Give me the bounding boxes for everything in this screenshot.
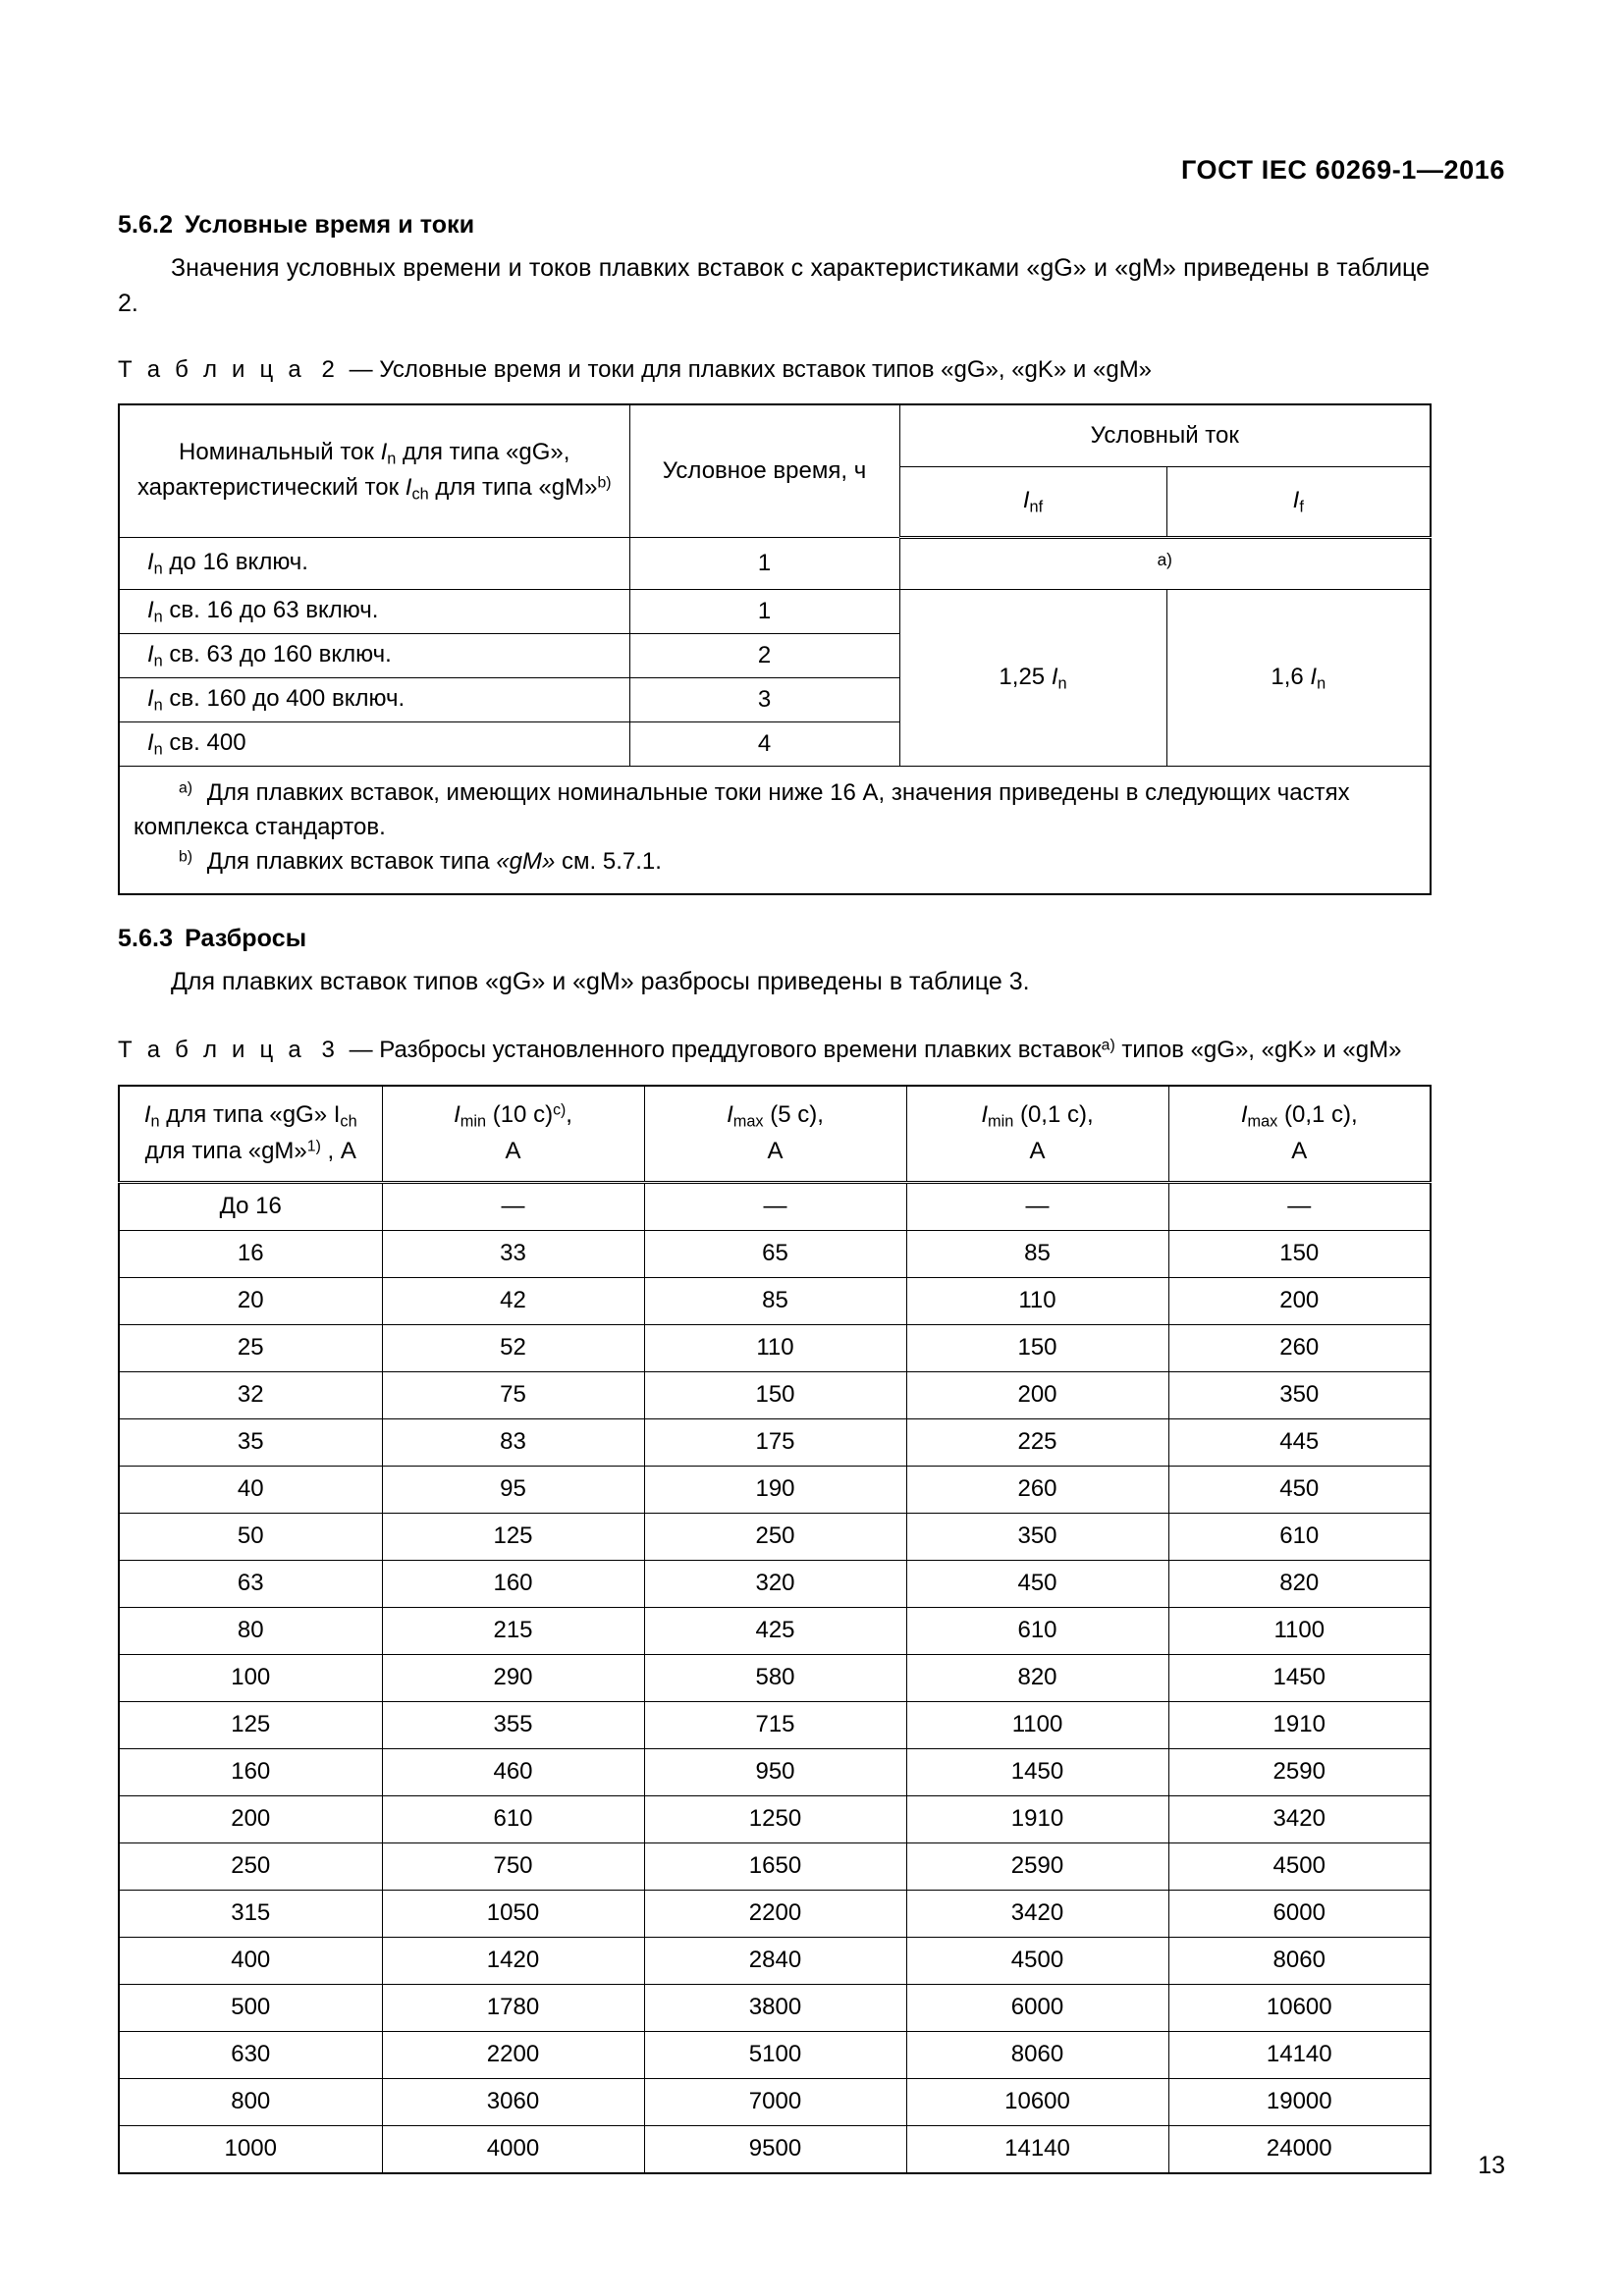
table-row xyxy=(119,590,1431,634)
footnote-marker-b: b) xyxy=(597,474,612,492)
table-3-rated-current: 35 xyxy=(119,1418,382,1466)
table-3-rated-current: 800 xyxy=(119,2078,382,2125)
table-prearcing-time-scatter xyxy=(118,1085,1432,2174)
table-row xyxy=(119,1513,1431,1560)
table-3-imin-10s: 1050 xyxy=(382,1890,644,1937)
table-3-imax-5s: 2200 xyxy=(644,1890,906,1937)
hdr-line-2: А xyxy=(1291,1138,1308,1165)
symbol-sub-n: n xyxy=(150,1112,160,1131)
hdr-comma: , xyxy=(566,1101,572,1129)
range-text: св. 16 до 63 включ. xyxy=(162,597,379,624)
table-3-header-imax-01s xyxy=(1168,1086,1431,1183)
hdr-comma: , xyxy=(817,1101,824,1129)
table-3-imax-5s: 3800 xyxy=(644,1984,906,2031)
table-2-if-value xyxy=(1166,590,1431,767)
hdr-condition: (0,1 с) xyxy=(1013,1101,1087,1129)
table-3-imax-5s: 1650 xyxy=(644,1842,906,1890)
symbol-sub-n: n xyxy=(153,696,163,715)
table-3-imin-01s: 14140 xyxy=(906,2125,1168,2173)
clause-5-6-2-title: Условные время и токи xyxy=(185,211,475,239)
symbol-sub-n: n xyxy=(1317,674,1326,693)
footnote-a xyxy=(134,776,1416,845)
clause-5-6-3-title: Разбросы xyxy=(185,924,307,952)
footnote-a-text: Для плавких вставок, имеющих номинальные токи ниже 16 А, значения приведены в следующих частях комплекса стандартов. xyxy=(134,779,1350,841)
table-3-imax-01s: 14140 xyxy=(1168,2031,1431,2078)
table-3-imax-5s: 85 xyxy=(644,1277,906,1324)
table-3-imax-01s: 1100 xyxy=(1168,1607,1431,1654)
table-3-imax-01s: 10600 xyxy=(1168,1984,1431,2031)
hdr-line-2: А xyxy=(505,1138,521,1165)
hdr-text: для типа «gM» xyxy=(144,1138,307,1165)
table-3-imax-5s: 250 xyxy=(644,1513,906,1560)
table-3-rated-current: 63 xyxy=(119,1560,382,1607)
table-3-body xyxy=(119,1182,1431,2173)
table-3-imax-5s: 425 xyxy=(644,1607,906,1654)
table-3-imin-10s: 610 xyxy=(382,1795,644,1842)
table-2-caption-text: — Условные время и токи для плавких вставок типов «gG», «gK» и «gM» xyxy=(349,356,1153,383)
symbol-sub-min: min xyxy=(460,1112,487,1131)
table-3-imin-01s: 150 xyxy=(906,1324,1168,1371)
table-3-rated-current: 160 xyxy=(119,1748,382,1795)
table-3-imin-10s: 3060 xyxy=(382,2078,644,2125)
table-row xyxy=(119,1795,1431,1842)
table-3-imax-5s: 1250 xyxy=(644,1795,906,1842)
table-3-imax-01s: 4500 xyxy=(1168,1842,1431,1890)
footnote-b-emphasis: «gM» xyxy=(496,847,556,875)
table-row xyxy=(119,1937,1431,1984)
range-text: св. 63 до 160 включ. xyxy=(162,641,392,668)
table-row xyxy=(119,2031,1431,2078)
table-2-current-range xyxy=(119,678,629,722)
table-3-imax-01s: 24000 xyxy=(1168,2125,1431,2173)
table-3-imax-5s: 150 xyxy=(644,1371,906,1418)
table-3-rated-current: 20 xyxy=(119,1277,382,1324)
table-3-imin-10s: 75 xyxy=(382,1371,644,1418)
footnote-marker-a: a) xyxy=(1157,550,1172,570)
table-3-imax-5s: 7000 xyxy=(644,2078,906,2125)
symbol-I: I xyxy=(454,1101,460,1129)
table-2-conventional-time: 2 xyxy=(629,634,899,678)
table-2-conventional-time: 1 xyxy=(629,590,899,634)
table-3-imin-01s: 1910 xyxy=(906,1795,1168,1842)
hdr-line-1 xyxy=(1169,1097,1431,1134)
hdr-line-1 xyxy=(907,1097,1168,1134)
symbol-I: I xyxy=(727,1101,733,1129)
table-2-conventional-time: 1 xyxy=(629,538,899,590)
table-row xyxy=(119,1182,1431,1230)
table-3-imax-01s: 200 xyxy=(1168,1277,1431,1324)
table-3-imax-5s: 950 xyxy=(644,1748,906,1795)
table-2-caption-label: Т а б л и ц а xyxy=(118,356,305,383)
table-3-rated-current: 315 xyxy=(119,1890,382,1937)
table-3-rated-current: 40 xyxy=(119,1466,382,1513)
symbol-I: I xyxy=(143,1101,151,1129)
table-3-imin-10s: 33 xyxy=(382,1230,644,1277)
table-3-rated-current: 25 xyxy=(119,1324,382,1371)
table-3-imin-01s: 110 xyxy=(906,1277,1168,1324)
table-3-header-line-1 xyxy=(120,1097,382,1134)
table-2-header-nominal-current xyxy=(119,404,629,538)
symbol-I: I xyxy=(147,549,154,576)
footnote-b xyxy=(134,845,1416,880)
table-3-header-rated-current xyxy=(119,1086,382,1183)
table-row xyxy=(119,1748,1431,1795)
clause-5-6-2-number: 5.6.2 xyxy=(118,211,174,239)
table-3-imax-01s: 1450 xyxy=(1168,1654,1431,1701)
table-row xyxy=(119,2078,1431,2125)
table-3-imin-10s: — xyxy=(382,1182,644,1230)
table-3-rated-current: 80 xyxy=(119,1607,382,1654)
hdr-text: для типа «gG» I xyxy=(159,1101,341,1129)
hdr-condition: (0,1 с) xyxy=(1277,1101,1351,1129)
table-3-rated-current: 250 xyxy=(119,1842,382,1890)
symbol-sub-max: max xyxy=(732,1112,764,1131)
table-2-conventional-time: 4 xyxy=(629,722,899,767)
footnote-b-text-post: см. 5.7.1. xyxy=(555,847,662,875)
range-text: св. 160 до 400 включ. xyxy=(162,685,406,713)
table-3-imax-01s: 260 xyxy=(1168,1324,1431,1371)
clause-5-6-3-number: 5.6.3 xyxy=(118,924,174,952)
range-text: до 16 включ. xyxy=(162,549,308,576)
table-row xyxy=(119,1466,1431,1513)
table-2-header-if xyxy=(1166,467,1431,538)
table-3-imax-01s: 8060 xyxy=(1168,1937,1431,1984)
table-3-rated-current: 500 xyxy=(119,1984,382,2031)
table-2-current-range xyxy=(119,590,629,634)
table-3-imax-5s: 190 xyxy=(644,1466,906,1513)
table-3-imax-01s: — xyxy=(1168,1182,1431,1230)
symbol-sub-n: n xyxy=(1057,674,1067,693)
table-2-header-inf xyxy=(899,467,1166,538)
symbol-sub-n: n xyxy=(153,608,163,626)
footnote-marker-b: b) xyxy=(179,848,193,866)
table-3-imin-01s: — xyxy=(906,1182,1168,1230)
symbol-I: I xyxy=(1292,487,1300,514)
table-3-imin-01s: 450 xyxy=(906,1560,1168,1607)
page-content xyxy=(118,211,1430,2174)
symbol-sub-n: n xyxy=(387,450,397,468)
table-3-imin-01s: 6000 xyxy=(906,1984,1168,2031)
table-3-imax-5s: 175 xyxy=(644,1418,906,1466)
table-3-caption-number: 3 xyxy=(321,1037,335,1064)
hdr-condition: (5 с) xyxy=(763,1101,818,1129)
range-text: св. 400 xyxy=(162,729,246,757)
table-3-imax-5s: 110 xyxy=(644,1324,906,1371)
table-row xyxy=(119,1701,1431,1748)
table-row xyxy=(119,1607,1431,1654)
running-header: ГОСТ IEC 60269-1—2016 xyxy=(1180,155,1505,185)
table-3-imin-10s: 355 xyxy=(382,1701,644,1748)
symbol-sub-n: n xyxy=(153,652,163,670)
symbol-sub-nf: nf xyxy=(1029,498,1044,516)
hdr-line-1 xyxy=(383,1097,644,1134)
table-3-imin-01s: 85 xyxy=(906,1230,1168,1277)
table-3-imin-01s: 350 xyxy=(906,1513,1168,1560)
hdr-line-2: А xyxy=(767,1138,784,1165)
symbol-sub-n: n xyxy=(153,560,163,578)
hdr-condition: (10 с) xyxy=(486,1101,554,1129)
table-3-imin-01s: 610 xyxy=(906,1607,1168,1654)
footnote-b-text-pre: Для плавких вставок типа xyxy=(206,847,497,875)
table-2-conventional-time: 3 xyxy=(629,678,899,722)
clause-5-6-2-paragraph: Значения условных времени и токов плавких вставок с характеристиками «gG» и «gM» приведены в таблице 2. xyxy=(118,254,1430,317)
table-3-imax-5s: 5100 xyxy=(644,2031,906,2078)
table-3-rated-current: 32 xyxy=(119,1371,382,1418)
footnote-marker-a: a) xyxy=(1101,1037,1115,1054)
table-row xyxy=(119,1842,1431,1890)
if-number: 1,6 xyxy=(1271,663,1311,690)
table-3-imin-10s: 215 xyxy=(382,1607,644,1654)
table-3-imin-10s: 160 xyxy=(382,1560,644,1607)
footnote-marker-a: a) xyxy=(179,779,193,797)
table-row xyxy=(119,1890,1431,1937)
table-3-imin-10s: 95 xyxy=(382,1466,644,1513)
table-3-imax-01s: 450 xyxy=(1168,1466,1431,1513)
table-row xyxy=(119,1560,1431,1607)
hdr-text: для типа «gG», xyxy=(396,439,570,466)
symbol-I: I xyxy=(147,641,154,668)
symbol-sub-ch: ch xyxy=(411,485,429,504)
table-3-imin-10s: 42 xyxy=(382,1277,644,1324)
table-3-imin-01s: 1100 xyxy=(906,1701,1168,1748)
table-3-imin-01s: 4500 xyxy=(906,1937,1168,1984)
table-3-imin-01s: 8060 xyxy=(906,2031,1168,2078)
table-3-rated-current: 1000 xyxy=(119,2125,382,2173)
table-2-current-range xyxy=(119,722,629,767)
table-3-imin-01s: 225 xyxy=(906,1418,1168,1466)
table-2-current-range xyxy=(119,634,629,678)
table-row xyxy=(119,2125,1431,2173)
clause-5-6-3-heading xyxy=(118,925,1430,953)
table-3-header-imin-10s xyxy=(382,1086,644,1183)
table-3-rated-current: 630 xyxy=(119,2031,382,2078)
hdr-comma: , xyxy=(1351,1101,1358,1129)
table-conventional-times-currents xyxy=(118,403,1432,894)
table-3-imax-01s: 19000 xyxy=(1168,2078,1431,2125)
table-2-header-line-1 xyxy=(120,436,629,471)
table-row xyxy=(119,538,1431,590)
table-3-imin-01s: 820 xyxy=(906,1654,1168,1701)
table-row xyxy=(119,1984,1431,2031)
symbol-I: I xyxy=(405,474,412,502)
table-3-imin-01s: 3420 xyxy=(906,1890,1168,1937)
table-3-header-row xyxy=(119,1086,1431,1183)
table-row xyxy=(119,1324,1431,1371)
table-3-imax-01s: 350 xyxy=(1168,1371,1431,1418)
table-2-footnotes xyxy=(119,767,1431,894)
hdr-text: для типа «gM» xyxy=(428,474,598,502)
table-3-imin-01s: 260 xyxy=(906,1466,1168,1513)
table-3-imin-10s: 1780 xyxy=(382,1984,644,2031)
table-2-header-row-1 xyxy=(119,404,1431,467)
hdr-line-2: А xyxy=(1029,1138,1046,1165)
table-3-rated-current: 400 xyxy=(119,1937,382,1984)
table-row xyxy=(119,1277,1431,1324)
table-3-header-line-2 xyxy=(120,1134,382,1169)
table-3-imin-10s: 750 xyxy=(382,1842,644,1890)
table-row xyxy=(119,1230,1431,1277)
inf-number: 1,25 xyxy=(999,663,1052,690)
table-3-header-imin-01s xyxy=(906,1086,1168,1183)
table-row xyxy=(119,1418,1431,1466)
table-3-caption-text-pre: — Разбросы установленного преддугового времени плавких вставок xyxy=(349,1037,1102,1064)
table-2-header-conventional-current-group: Условный ток xyxy=(899,404,1431,467)
clause-5-6-3-paragraph: Для плавких вставок типов «gG» и «gM» разбросы приведены в таблице 3. xyxy=(171,967,1030,995)
table-3-imin-10s: 125 xyxy=(382,1513,644,1560)
table-3-rated-current: До 16 xyxy=(119,1182,382,1230)
symbol-I: I xyxy=(1022,487,1030,514)
symbol-sub-ch: ch xyxy=(340,1112,357,1131)
table-2-current-range xyxy=(119,538,629,590)
symbol-I: I xyxy=(1310,663,1318,690)
symbol-sub-f: f xyxy=(1299,498,1304,516)
table-3-imax-01s: 6000 xyxy=(1168,1890,1431,1937)
table-2-caption-number: 2 xyxy=(321,356,335,383)
hdr-comma: , xyxy=(1086,1101,1094,1129)
table-3-imax-01s: 1910 xyxy=(1168,1701,1431,1748)
hdr-text: Номинальный ток xyxy=(179,439,381,466)
hdr-unit: , А xyxy=(320,1138,356,1165)
symbol-I: I xyxy=(1051,663,1058,690)
table-3-imax-01s: 820 xyxy=(1168,1560,1431,1607)
table-2-caption xyxy=(118,354,1430,386)
symbol-sub-n: n xyxy=(153,740,163,759)
table-3-imin-10s: 460 xyxy=(382,1748,644,1795)
footnote-marker-c: c) xyxy=(553,1101,567,1119)
table-3-rated-current: 125 xyxy=(119,1701,382,1748)
table-3-caption xyxy=(118,1035,1430,1066)
table-3-imax-5s: 320 xyxy=(644,1560,906,1607)
table-3-caption-text-post: типов «gG», «gK» и «gM» xyxy=(1114,1037,1402,1064)
table-3-imin-10s: 52 xyxy=(382,1324,644,1371)
table-3-rated-current: 200 xyxy=(119,1795,382,1842)
clause-5-6-2-heading xyxy=(118,211,1430,240)
symbol-I: I xyxy=(981,1101,988,1129)
table-row xyxy=(119,1371,1431,1418)
table-2-header-conventional-time: Условное время, ч xyxy=(629,404,899,538)
table-3-imin-01s: 2590 xyxy=(906,1842,1168,1890)
table-3-header-imax-5s xyxy=(644,1086,906,1183)
table-3-rated-current: 50 xyxy=(119,1513,382,1560)
table-3-imax-5s: 580 xyxy=(644,1654,906,1701)
symbol-I: I xyxy=(1240,1101,1248,1129)
table-3-imin-10s: 83 xyxy=(382,1418,644,1466)
table-3-imin-10s: 290 xyxy=(382,1654,644,1701)
table-3-rated-current: 16 xyxy=(119,1230,382,1277)
hdr-line-1 xyxy=(645,1097,906,1134)
table-2-header-line-2 xyxy=(120,471,629,507)
table-3-imin-01s: 200 xyxy=(906,1371,1168,1418)
symbol-I: I xyxy=(147,597,154,624)
table-3-imax-5s: — xyxy=(644,1182,906,1230)
page-number: 13 xyxy=(1478,2152,1505,2179)
table-3-imax-5s: 9500 xyxy=(644,2125,906,2173)
symbol-I: I xyxy=(147,685,154,713)
symbol-sub-max: max xyxy=(1247,1112,1278,1131)
table-3-imin-10s: 1420 xyxy=(382,1937,644,1984)
table-3-imax-01s: 2590 xyxy=(1168,1748,1431,1795)
table-3-imax-01s: 610 xyxy=(1168,1513,1431,1560)
symbol-sub-min: min xyxy=(988,1112,1014,1131)
table-3-imax-5s: 715 xyxy=(644,1701,906,1748)
table-3-imax-5s: 65 xyxy=(644,1230,906,1277)
table-3-rated-current: 100 xyxy=(119,1654,382,1701)
symbol-I: I xyxy=(380,439,388,466)
table-2-footnote-ref-a xyxy=(899,538,1431,590)
table-3-imax-01s: 150 xyxy=(1168,1230,1431,1277)
table-2-inf-value xyxy=(899,590,1166,767)
hdr-text: характеристический ток xyxy=(136,474,406,502)
table-3-imax-5s: 2840 xyxy=(644,1937,906,1984)
table-3-imax-01s: 3420 xyxy=(1168,1795,1431,1842)
table-row xyxy=(119,1654,1431,1701)
table-3-caption-label: Т а б л и ц а xyxy=(118,1037,305,1064)
table-3-imin-01s: 10600 xyxy=(906,2078,1168,2125)
table-3-imin-01s: 1450 xyxy=(906,1748,1168,1795)
table-2-footnotes-row xyxy=(119,767,1431,894)
footnote-marker-1: 1) xyxy=(306,1138,321,1155)
symbol-I: I xyxy=(147,729,154,757)
table-3-imin-10s: 2200 xyxy=(382,2031,644,2078)
table-3-imax-01s: 445 xyxy=(1168,1418,1431,1466)
table-3-imin-10s: 4000 xyxy=(382,2125,644,2173)
